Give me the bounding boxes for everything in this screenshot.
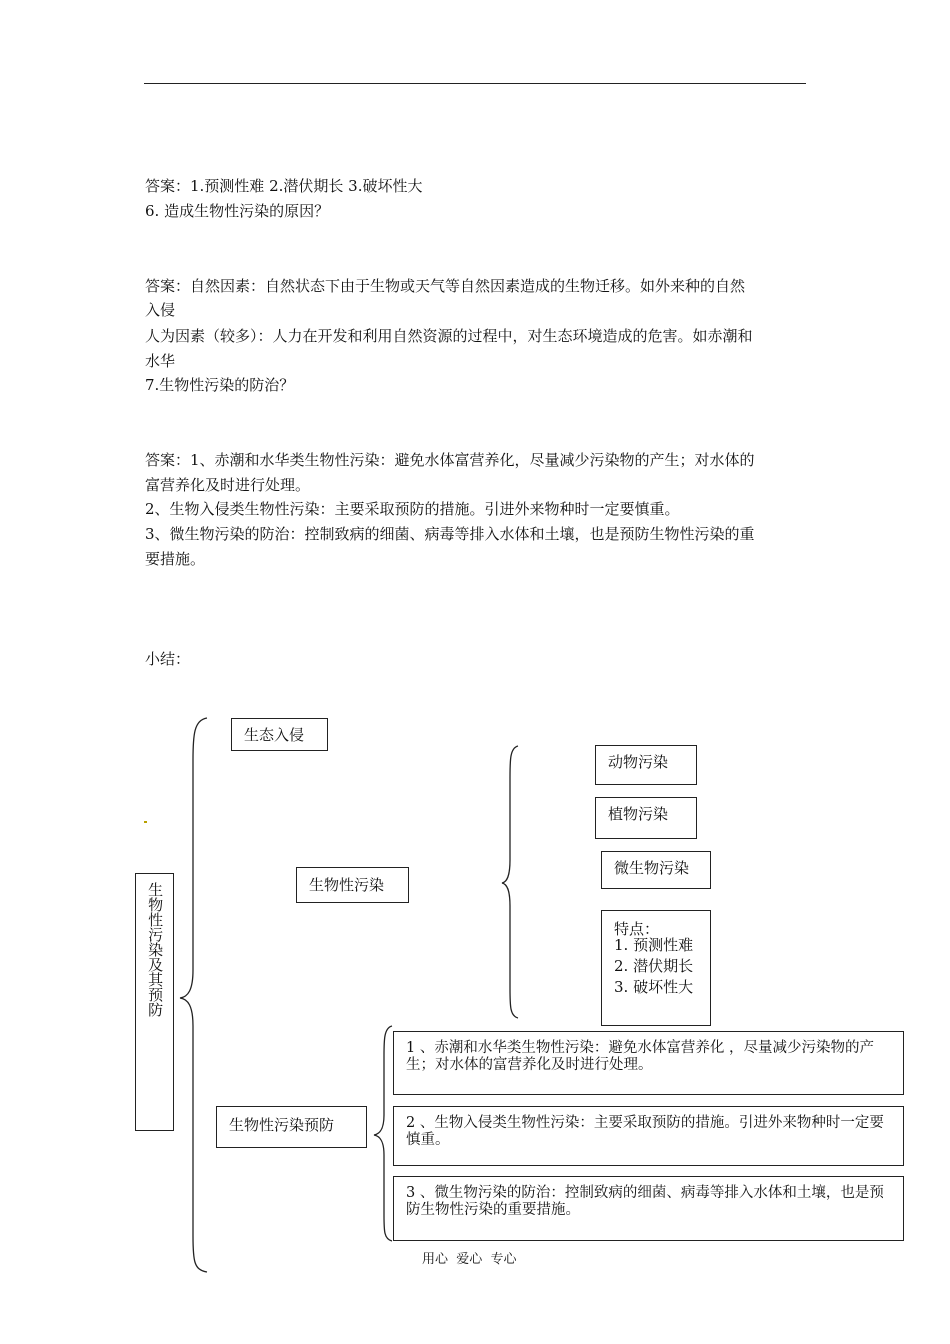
measure-box-1 (393, 1031, 904, 1095)
question-6: 6. 造成生物性污染的原因？ (145, 202, 330, 220)
prevention-label: 生物性污染预防 (229, 1116, 335, 1134)
prevention-node (216, 1106, 367, 1148)
answer-6-line-1: 答案：自然因素：自然状态下由于生物或天气等自然因素造成的生物迁移。如外来种的自然 (145, 277, 746, 295)
summary-label: 小结： (145, 650, 191, 668)
answer-5: 答案：1.预测性难 2.潜伏期长 3.破坏性大 (145, 177, 423, 195)
features-node (601, 910, 711, 1026)
microbe-pollution-node (601, 851, 711, 889)
pollution-brace (502, 746, 518, 1018)
plant-pollution-node (595, 797, 697, 839)
bio-pollution-node (296, 867, 409, 903)
answer-6-line-3: 人为因素（较多）：人力在开发和利用自然资源的过程中，对生态环境造成的危害。如赤潮和 (145, 327, 753, 345)
answer-7-line-5: 要措施。 (145, 550, 206, 568)
answer-7-line-4: 3、微生物污染的防治：控制致病的细菌、病毒等排入水体和土壤，也是预防生物性污染的重 (145, 525, 755, 543)
page-footer: 用心 爱心 专心 (422, 1252, 517, 1267)
answer-7-line-3: 2、生物入侵类生物性污染：主要采取预防的措施。引进外来物种时一定要慎重。 (145, 500, 680, 518)
answer-7-line-1: 答案：1、赤潮和水华类生物性污染：避免水体富营养化，尽量减少污染物的产生；对水体的 (145, 451, 755, 469)
animal-pollution-label: 动物污染 (608, 753, 669, 771)
ecological-invasion-node (231, 718, 328, 751)
stray-mark (144, 821, 147, 823)
answer-7-line-2: 富营养化及时进行处理。 (145, 476, 311, 494)
feature-item-2: 2. 潜伏期长 (614, 957, 694, 975)
prevention-brace (374, 1026, 392, 1241)
answer-6-line-4: 水华 (145, 352, 176, 370)
measure-box-3 (393, 1176, 904, 1241)
ecological-invasion-label: 生态入侵 (244, 726, 305, 744)
plant-pollution-label: 植物污染 (608, 805, 669, 823)
feature-item-3: 3. 破坏性大 (614, 978, 694, 996)
microbe-pollution-label: 微生物污染 (614, 859, 690, 877)
bio-pollution-label: 生物性污染 (309, 876, 385, 894)
measure-text-1: 1 、赤潮和水华类生物性污染：避免水体富营养化 ，尽量减少污染物的产生；对水体的富营养化及时进行处理。 (406, 1040, 874, 1073)
measure-text-3: 3 、微生物污染的防治：控制致病的细菌、病毒等排入水体和土壤，也是预防生物性污染的重要措施。 (406, 1185, 884, 1218)
answer-6-line-2: 入侵 (145, 301, 176, 319)
root-node (135, 873, 174, 1131)
root-node-label: 生物性污染及其预防 (146, 882, 165, 1017)
measure-text-2: 2 、生物入侵类生物性污染：主要采取预防的措施。引进外来物种时一定要慎重。 (406, 1115, 884, 1148)
question-7: 7.生物性污染的防治？ (145, 376, 295, 394)
animal-pollution-node (595, 745, 697, 785)
root-brace (180, 718, 207, 1272)
measure-box-2 (393, 1106, 904, 1166)
feature-item-1: 1. 预测性难 (614, 936, 694, 954)
features-title: 特点： (614, 920, 660, 938)
